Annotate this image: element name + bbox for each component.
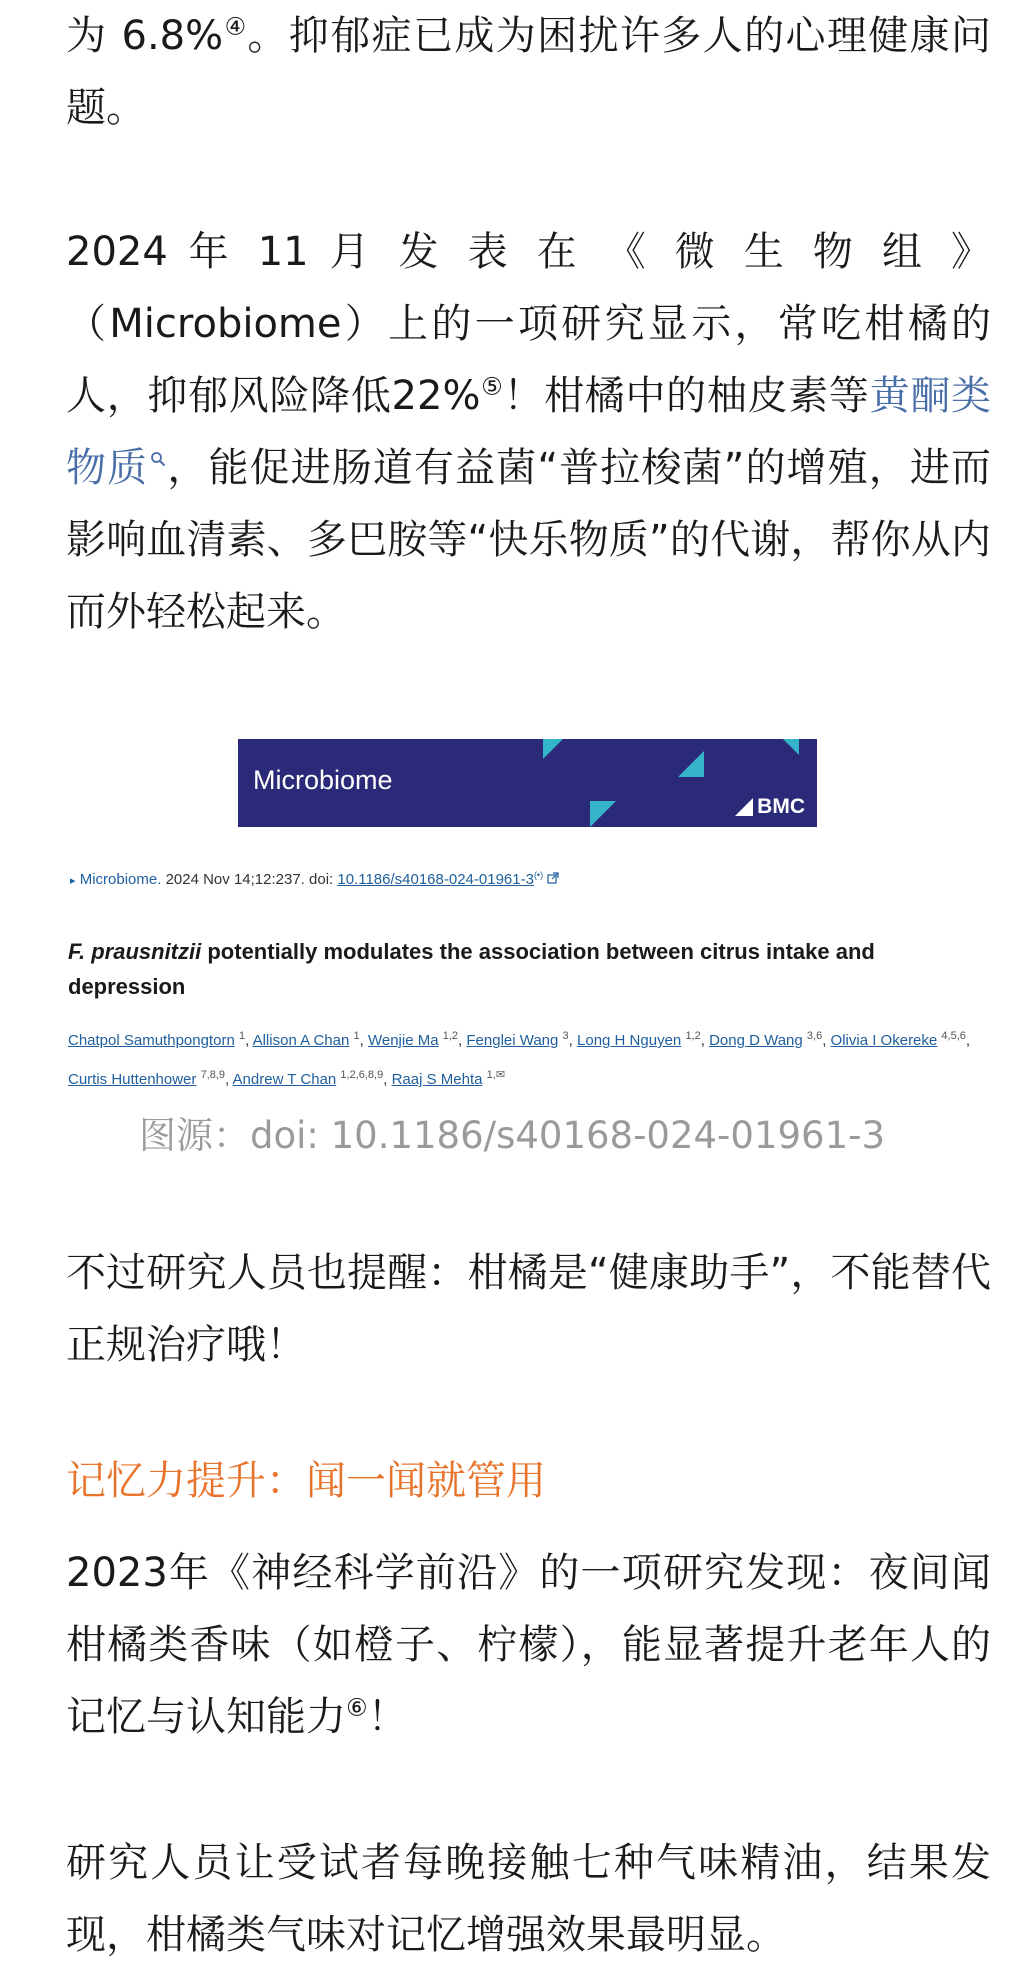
bmc-logo [735, 795, 805, 819]
citation-date: 2024 Nov 14;12:237. doi: [165, 871, 334, 888]
author-affiliation: 3 [562, 1030, 569, 1042]
author-link[interactable]: Allison A Chan [252, 1032, 350, 1049]
paragraph-essential-oils: 研究人员让受试者每晚接触七种气味精油，结果发现，柑橘类气味对记忆增强效果最明显。 [66, 1840, 991, 1958]
banner-accent-triangle [543, 739, 563, 759]
footnote-ref-4[interactable]: ④ [223, 12, 248, 41]
mail-icon[interactable]: ✉ [495, 1069, 506, 1081]
journal-banner [238, 739, 817, 827]
bmc-logo-text: BMC [757, 795, 805, 818]
author-link[interactable]: Olivia I Okereke [830, 1032, 938, 1049]
paragraph-text: 为 6.8% [66, 13, 224, 59]
paragraph-text-2: ！柑橘中的柚皮素等 [503, 373, 870, 419]
citation-line [70, 870, 559, 888]
paragraph-microbiome-study [66, 216, 991, 648]
paragraph-reminder: 不过研究人员也提醒：柑橘是“健康助手”，不能替代正规治疗哦！ [66, 1250, 991, 1368]
author-affiliation: 1,2 [442, 1030, 459, 1042]
author-link[interactable]: Wenjie Ma [367, 1032, 439, 1049]
paragraph-text-3: ，能促进肠道有益菌“普拉梭菌”的增殖，进而影响血清素、多巴胺等“快乐物质”的代谢，帮你从内而外轻松起来。 [66, 445, 992, 635]
author-affiliation: 1,2,6,8,9 [340, 1069, 384, 1081]
search-icon[interactable] [150, 448, 166, 473]
author-affiliation: 1 [353, 1030, 360, 1042]
author-link[interactable]: Long H Nguyen [577, 1032, 682, 1049]
author-link[interactable]: Chatpol Samuthpongtorn [68, 1032, 235, 1049]
bmc-mark-icon [735, 798, 753, 816]
paragraph-text-tail: ！ [367, 1694, 408, 1740]
caret-right-icon: ▸ [70, 875, 76, 887]
figure-caption: 图源：doi: 10.1186/s40168-024-01961-3 [139, 1114, 885, 1157]
banner-accent-triangle [783, 739, 799, 755]
author-affiliation: 7,8,9 [200, 1069, 226, 1081]
author-link[interactable]: Fenglei Wang [466, 1032, 559, 1049]
author-link[interactable]: Curtis Huttenhower [68, 1071, 197, 1088]
broadcast-icon: (•) [533, 870, 544, 880]
author-affiliation: 1, [486, 1069, 496, 1081]
citation-journal[interactable]: Microbiome. [79, 871, 162, 888]
paper-title-rest: potentially modulates the association between citrus intake and depression [68, 939, 875, 999]
author-affiliation: 3,6 [806, 1030, 823, 1042]
paragraph-text-tail: 。抑郁症已成为困扰许多人的心理健康问题。 [66, 13, 992, 131]
paragraph-depression-rate [66, 0, 991, 144]
author-affiliation: 1,2 [685, 1030, 701, 1042]
paper-title [68, 934, 973, 1004]
external-link-icon[interactable] [547, 871, 559, 888]
section-heading: 记忆力提升：闻一闻就管用 [66, 1458, 546, 1504]
paragraph-text: 2024 年 11 月 发 表 在 《 微 生 物 组 》（Microbiome）上的一项研究显示，常吃柑橘的人，抑郁风险降低22% [66, 229, 991, 419]
banner-accent-triangle [590, 801, 616, 827]
author-affiliation: 1 [238, 1030, 246, 1042]
citation-doi-link[interactable]: 10.1186/s40168-024-01961-3 [337, 871, 534, 888]
footnote-ref-5[interactable]: ⑤ [480, 372, 504, 401]
paragraph-memory-study [66, 1537, 991, 1753]
paper-title-species: F. prausnitzii [68, 939, 202, 964]
footnote-ref-6[interactable]: ⑥ [346, 1693, 368, 1722]
banner-title: Microbiome [253, 765, 393, 795]
author-affiliation: 4,5,6 [941, 1030, 966, 1042]
author-list: Chatpol Samuthpongtorn $^1$, Allison A Chan $^1$, Wenjie Ma $^{1,2}$, Fenglei Wang $^3$, Long H Nguyen $^{1,2}$, Dong D Wang $^{3,6}$, Olivia I Okereke $^{4,5,6}$, Curtis Huttenhower $^{7,8,9}$, Andrew T Chan $^{1,2,6,8,9}$, Raaj S Mehta $^{1,✉}$ [68, 1030, 971, 1088]
flavonoid-link[interactable]: 黄酮类物质 [66, 373, 992, 491]
author-link[interactable]: Dong D Wang [709, 1032, 803, 1049]
paragraph-text: 2023年《神经科学前沿》的一项研究发现：夜间闻柑橘类香味（如橙子、柠檬），能显著提升老年人的记忆与认知能力 [66, 1550, 991, 1740]
author-link[interactable]: Andrew T Chan [232, 1071, 337, 1088]
banner-accent-triangle [678, 751, 704, 777]
author-link[interactable]: Raaj S Mehta [391, 1071, 483, 1088]
